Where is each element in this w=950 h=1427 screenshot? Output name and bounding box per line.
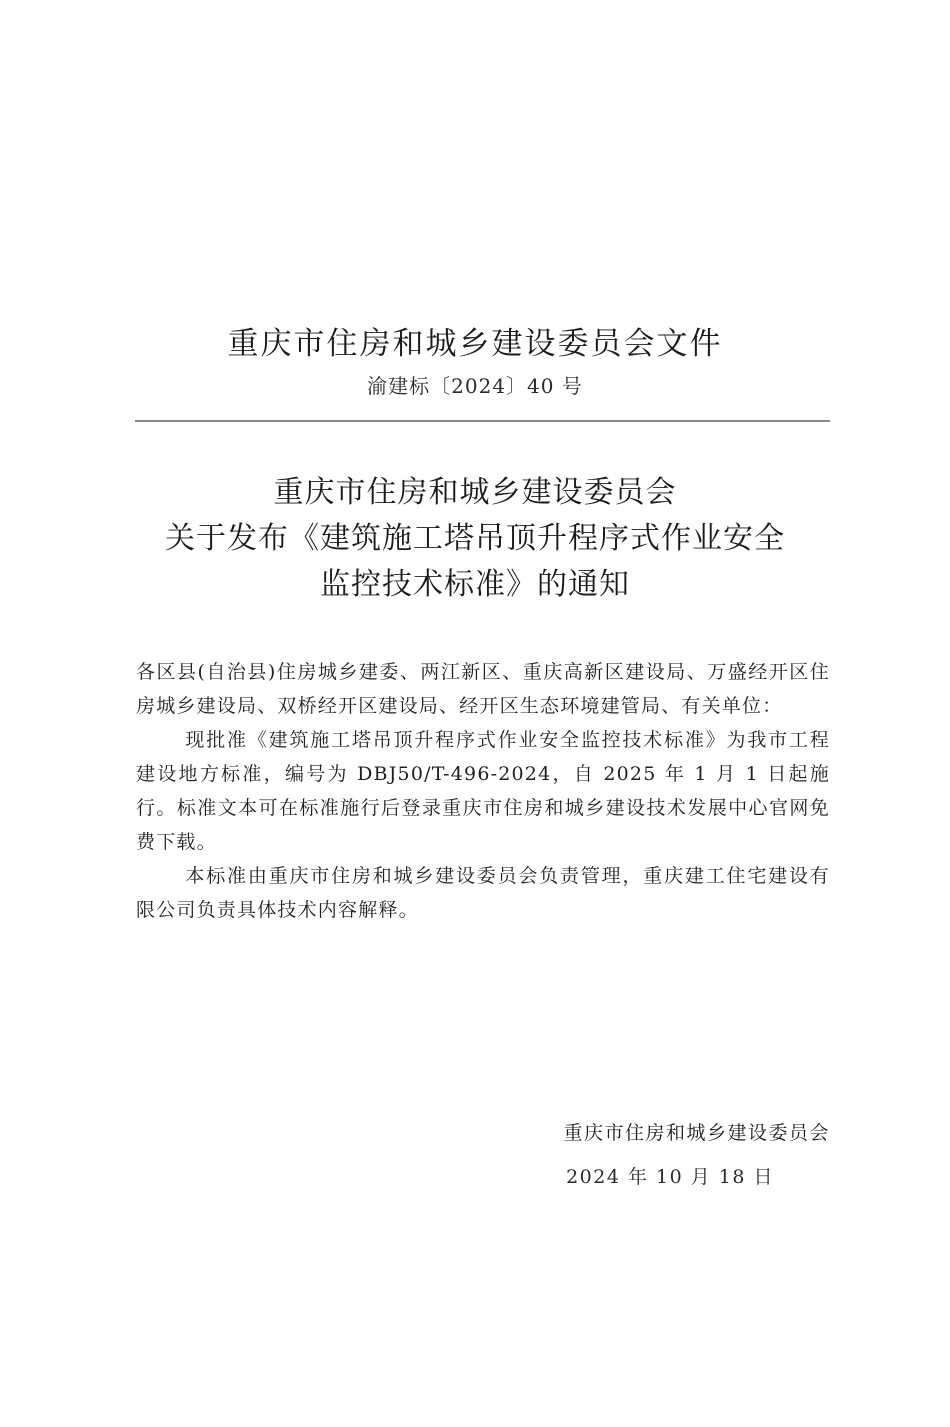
notice-title [110, 470, 840, 608]
management-paragraph: 本标准由重庆市住房和城乡建设委员会负责管理，重庆建工住宅建设有限公司负责具体技术内容解释。 [136, 865, 830, 921]
header-divider [135, 420, 830, 422]
notice-title-line-1: 重庆市住房和城乡建设委员会 [273, 475, 677, 510]
recipients-paragraph: 各区县(自治县)住房城乡建委、两江新区、重庆高新区建设局、万盛经开区住房城乡建设局、双桥经开区建设局、经开区生态环境建管局、有关单位： [136, 661, 830, 717]
notice-title-line-3: 监控技术标准》的通知 [320, 567, 630, 602]
issue-date: 2024 年 10 月 18 日 [566, 1166, 774, 1188]
notice-title-line-2: 关于发布《建筑施工塔吊顶升程序式作业安全 [165, 521, 785, 556]
notice-body [136, 655, 830, 927]
document-number: 渝建标〔2024〕40 号 [367, 374, 583, 398]
approval-paragraph: 现批准《建筑施工塔吊顶升程序式作业安全监控技术标准》为我市工程建设地方标准，编号为 DBJ50/T-496-2024，自 2025 年 1 月 1 日起施行。标准文本可在标准施行后登录重庆市住房和城乡建设技术发展中心官网免费下载。 [136, 729, 830, 853]
issuer-signature: 重庆市住房和城乡建设委员会 [563, 1122, 830, 1144]
issuer-title: 重庆市住房和城乡建设委员会文件 [227, 326, 723, 362]
